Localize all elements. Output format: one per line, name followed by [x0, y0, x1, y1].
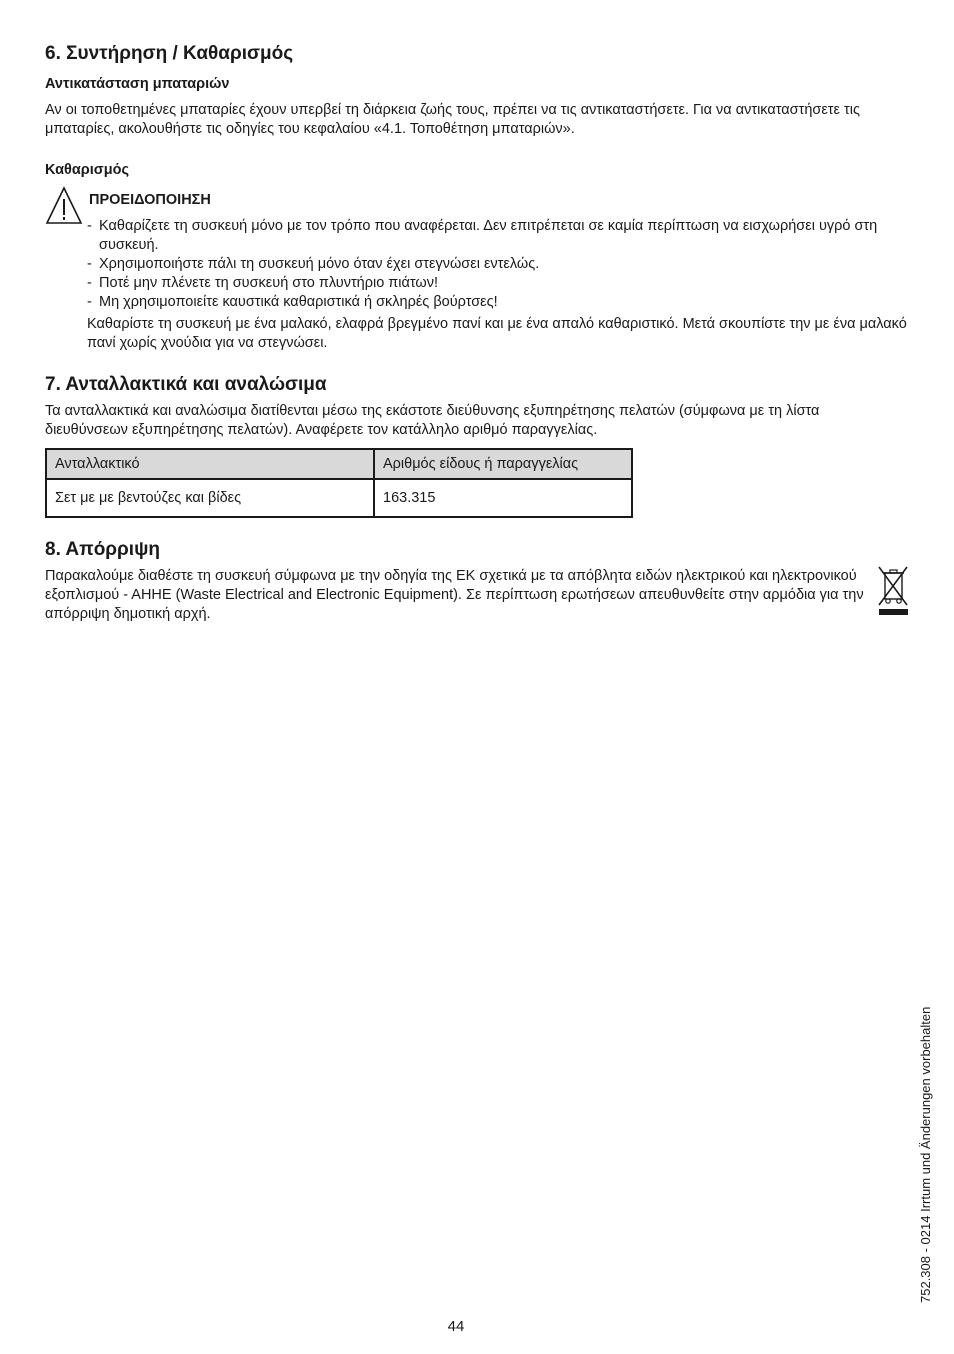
disposal-text: Παρακαλούμε διαθέστε τη συσκευή σύμφωνα με την οδηγία της ΕΚ σχετικά με τα απόβλητα ειδών ηλεκτρικού και ηλεκτρονικού εξοπλισμού - ΑΗΗΕ (Waste Electrical and Electronic Equipment). Σε περίπτωση ερωτήσεων απευθυνθείτε στην αρμόδια για την απόρριψη δημοτική αρχή. — [45, 568, 864, 622]
cleaning-heading: Καθαρισμός — [45, 162, 129, 178]
spare-parts-table — [45, 448, 633, 518]
revision-note: 752.308 - 0214 Irrtum und Änderungen vorbehalten — [918, 1006, 933, 1303]
table-cell-order-number: 163.315 — [374, 479, 632, 517]
list-item: - Μη χρησιμοποιείτε καυστικά καθαριστικά ή σκληρές βούρτσες! — [87, 293, 907, 312]
warning-triangle-icon — [45, 186, 83, 226]
battery-replacement-heading: Αντικατάσταση μπαταριών — [45, 76, 230, 92]
table-header-row — [46, 449, 632, 479]
table-row — [46, 479, 632, 517]
list-item: - Ποτέ μην πλένετε τη συσκευή στο πλυντήριο πιάτων! — [87, 274, 907, 293]
warning-title: ΠΡΟΕΙΔΟΠΟΙΗΣΗ — [89, 192, 211, 208]
section-7-title: 7. Ανταλλακτικά και αναλώσιμα — [45, 374, 327, 395]
section-6-title: 6. Συντήρηση / Καθαρισμός — [45, 43, 294, 64]
table-header-part: Ανταλλακτικό — [46, 449, 374, 479]
crossed-out-wheelie-bin-icon — [877, 565, 909, 617]
cleaning-instructions: Καθαρίστε τη συσκευή με ένα μαλακό, ελαφρά βρεγμένο πανί και με ένα απαλό καθαριστικό. Μετά σκουπίστε την με ένα μαλακό πανί χωρίς χνούδια για να στεγνώσει. — [87, 316, 907, 351]
list-item: - Καθαρίζετε τη συσκευή μόνο με τον τρόπο που αναφέρεται. Δεν επιτρέπεται σε καμία περίπτωση να εισχωρήσει υγρό στη συσκευή. — [87, 217, 907, 255]
warning-list — [87, 217, 907, 312]
spare-parts-text: Τα ανταλλακτικά και αναλώσιμα διατίθενται μέσω της εκάστοτε διεύθυνσης εξυπηρέτησης πελατών (σύμφωνα με τη λίστα διευθύνσεων εξυπηρέτησης πελατών). Αναφέρετε τον κατάλληλο αριθμό παραγγελίας. — [45, 403, 820, 438]
table-header-order-number: Αριθμός είδους ή παραγγελίας — [374, 449, 632, 479]
section-8-title: 8. Απόρριψη — [45, 539, 161, 560]
battery-replacement-text: Αν οι τοποθετημένες μπαταρίες έχουν υπερβεί τη διάρκεια ζωής τους, πρέπει να τις αντικαταστήσετε. Για να αντικαταστήσετε τις μπαταρίες, ακολουθήστε τις οδηγίες του κεφαλαίου «4.1. Τοποθέτηση μπαταριών». — [45, 102, 860, 137]
list-item: - Χρησιμοποιήστε πάλι τη συσκευή μόνο όταν έχει στεγνώσει εντελώς. — [87, 255, 907, 274]
page-number: 44 — [447, 1318, 465, 1335]
table-cell-part: Σετ με με βεντούζες και βίδες — [46, 479, 374, 517]
